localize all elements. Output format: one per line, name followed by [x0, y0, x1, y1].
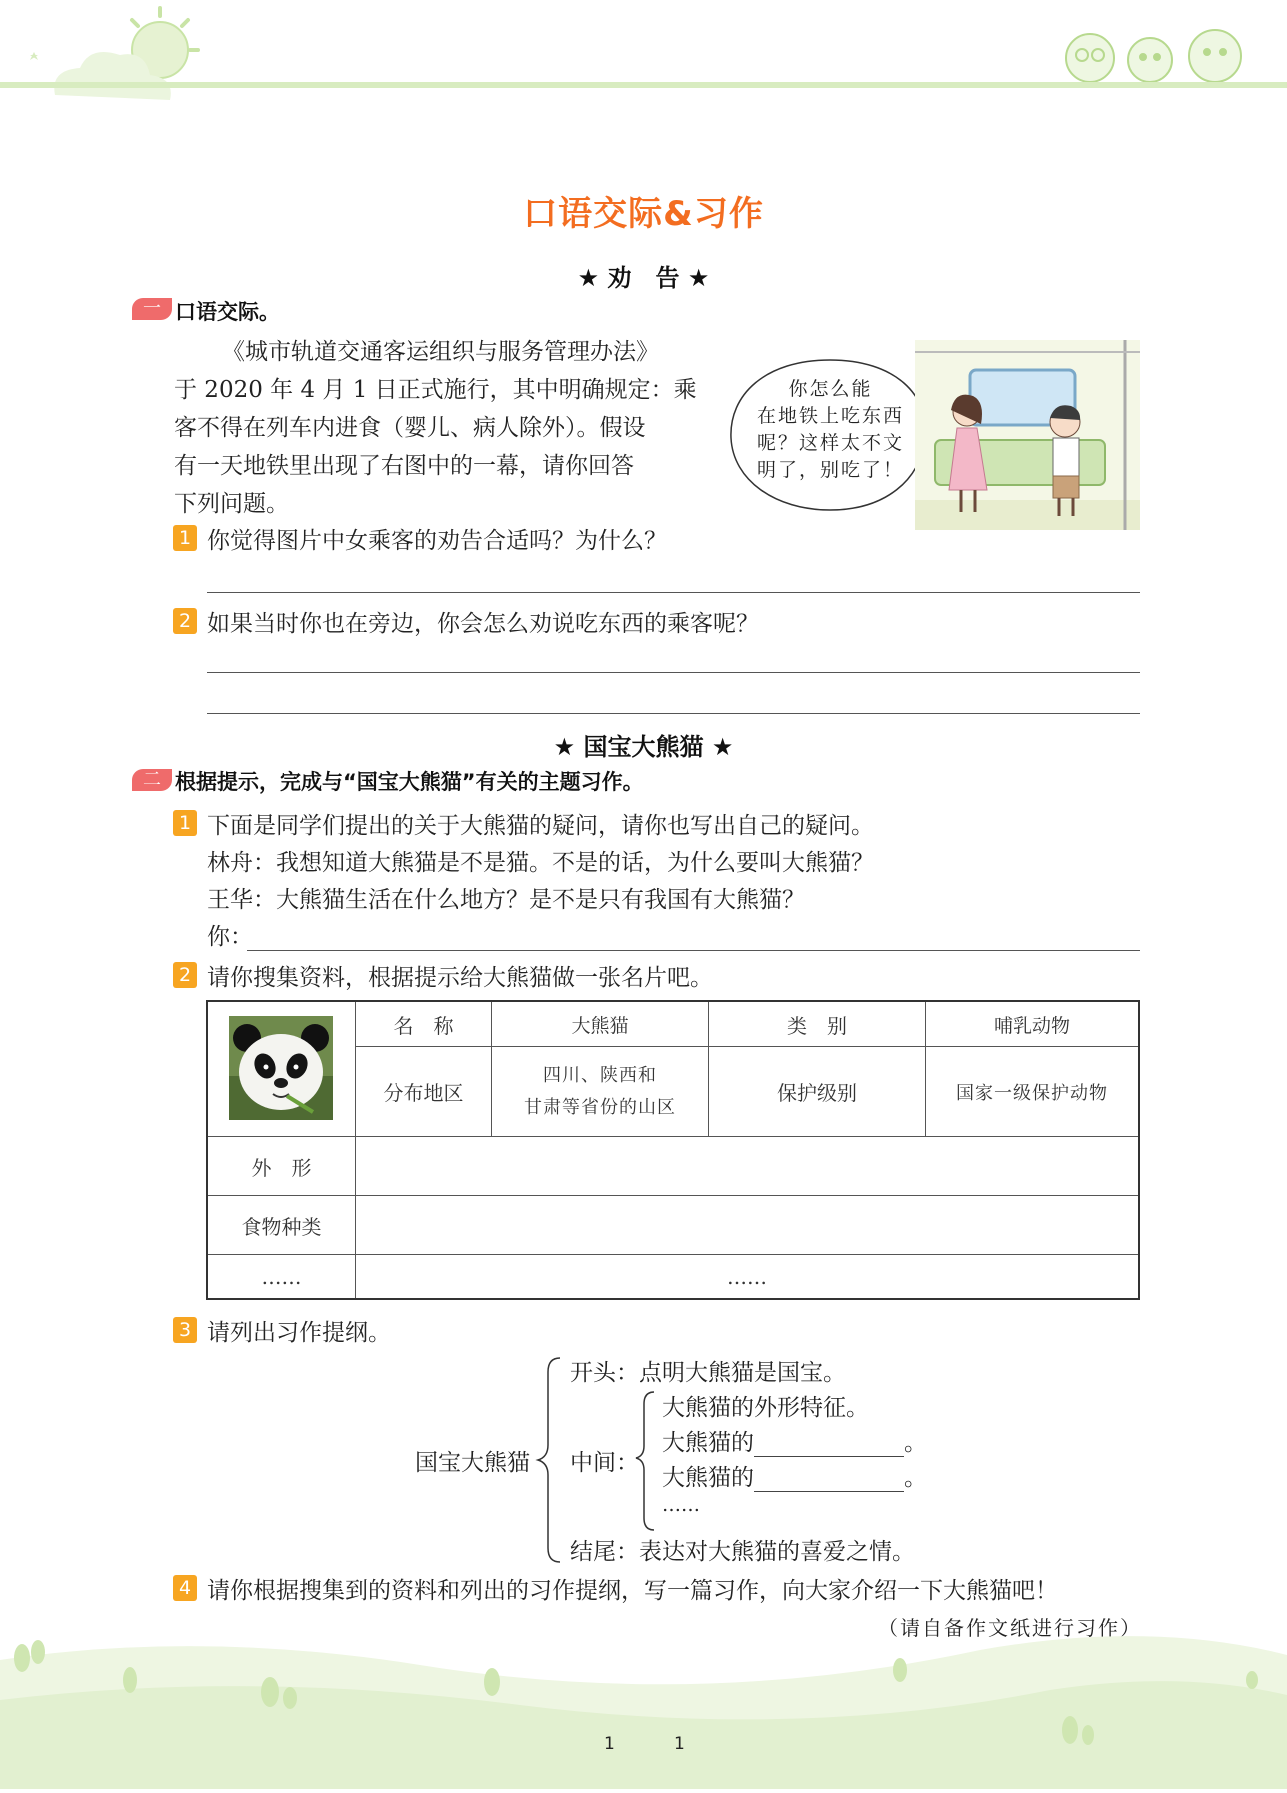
area-value — [492, 1047, 708, 1136]
answer-line[interactable] — [247, 950, 1140, 951]
section1-subtitle: ★ 劝 告 ★ — [577, 264, 710, 292]
essay-outline — [410, 1350, 970, 1570]
food-input-cell[interactable] — [356, 1196, 1138, 1254]
student-question: 王华：大熊猫生活在什么地方？是不是只有我国有大熊猫？ — [207, 887, 805, 913]
outline-root: 国宝大熊猫 — [415, 1450, 530, 1476]
subway-scene-image — [915, 340, 1140, 530]
outline-period: 。 — [904, 1430, 927, 1456]
answer-line[interactable] — [207, 592, 1140, 593]
class-label: 类 别 — [787, 1013, 847, 1038]
answer-line[interactable] — [207, 713, 1140, 714]
page-number-left: 1 — [604, 1734, 615, 1754]
outline-start: 开头：点明大熊猫是国宝。 — [570, 1360, 846, 1386]
page-title: 口语交际&习作 — [523, 194, 764, 234]
speech-bubble — [725, 350, 935, 520]
para-line: 《城市轨道交通客运组织与服务管理办法》 — [222, 339, 659, 365]
panda-photo — [229, 1016, 333, 1120]
question-text: 你觉得图片中女乘客的劝告合适吗？为什么？ — [207, 528, 667, 554]
outline-middle-item — [662, 1424, 927, 1457]
page-number-right: 1 — [674, 1734, 685, 1754]
question-number: 2 — [173, 962, 197, 988]
speech-line: 呢？这样太不文 — [756, 432, 904, 454]
question-text: 如果当时你也在旁边，你会怎么劝说吃东西的乘客呢？ — [207, 611, 759, 637]
footer-landscape — [0, 1620, 1287, 1789]
student-question: 林舟：我想知道大熊猫是不是猫。不是的话，为什么要叫大熊猫？ — [207, 850, 874, 876]
question-text: 下面是同学们提出的关于大熊猫的疑问，请你也写出自己的疑问。 — [207, 813, 874, 839]
question-number: 4 — [173, 1575, 197, 1601]
outline-end: 结尾：表达对大熊猫的喜爱之情。 — [570, 1539, 915, 1565]
food-label: 食物种类 — [241, 1214, 322, 1239]
name-value: 大熊猫 — [571, 1014, 629, 1037]
section1-heading: 口语交际。 — [175, 300, 280, 324]
para-line: 下列问题。 — [174, 491, 289, 517]
hills-image — [0, 1620, 1287, 1789]
outline-middle-item: …… — [662, 1494, 700, 1516]
area-value-line: 甘肃等省份的山区 — [524, 1096, 676, 1118]
question-number: 1 — [173, 525, 197, 551]
note-text: （请自备作文纸进行习作） — [878, 1616, 1142, 1640]
speech-text — [733, 376, 928, 484]
outline-item-text: 大熊猫的 — [662, 1465, 754, 1491]
question-text: 请你根据搜集到的资料和列出的习作提纲，写一篇习作，向大家介绍一下大熊猫吧！ — [207, 1578, 1058, 1604]
more-value[interactable]: …… — [727, 1264, 767, 1289]
fill-blank[interactable] — [754, 1469, 904, 1492]
para-line: 客不得在列车内进食（婴儿、病人除外）。假设 — [174, 415, 646, 441]
shape-label: 外 形 — [251, 1155, 312, 1180]
outline-middle-label: 中间： — [570, 1450, 639, 1476]
para-line: 有一天地铁里出现了右图中的一幕，请你回答 — [174, 453, 634, 479]
area-label: 分布地区 — [383, 1081, 464, 1105]
section2-heading: 根据提示，完成与“国宝大熊猫”有关的主题习作。 — [175, 770, 644, 794]
speech-line: 在地铁上吃东西 — [756, 405, 904, 427]
header-decoration — [0, 0, 1287, 120]
section2-badge: 二 — [132, 769, 172, 791]
speech-line: 明了，别吃了！ — [756, 459, 904, 481]
section2-subtitle: ★ 国宝大熊猫 ★ — [553, 733, 734, 761]
outline-item-text: 大熊猫的 — [662, 1430, 754, 1456]
outline-middle-item — [662, 1459, 927, 1492]
you-label: 你： — [207, 924, 253, 950]
outline-middle-item: 大熊猫的外形特征。 — [662, 1395, 869, 1421]
protect-label: 保护级别 — [777, 1081, 857, 1105]
answer-line[interactable] — [207, 672, 1140, 673]
question-text: 请你搜集资料，根据提示给大熊猫做一张名片吧。 — [207, 965, 713, 991]
section1-paragraph — [174, 333, 714, 523]
name-label: 名 称 — [393, 1013, 454, 1038]
more-label: …… — [261, 1264, 302, 1289]
area-value-line: 四川、陕西和 — [543, 1064, 657, 1086]
outline-period: 。 — [904, 1465, 927, 1491]
subway-illustration — [915, 340, 1140, 530]
para-line: 于 2020 年 4 月 1 日正式施行，其中明确规定：乘 — [174, 377, 697, 403]
section1-badge: 一 — [132, 298, 172, 320]
header-rule — [0, 82, 1287, 88]
shape-input-cell[interactable] — [356, 1137, 1138, 1195]
speech-line: 你怎么能 — [788, 378, 873, 400]
animal-faces-icon — [1066, 30, 1241, 82]
class-value: 哺乳动物 — [993, 1014, 1070, 1037]
panda-image — [229, 1016, 333, 1120]
fill-blank[interactable] — [754, 1434, 904, 1457]
question-text: 请列出习作提纲。 — [207, 1320, 391, 1346]
question-number: 1 — [173, 810, 197, 836]
protect-value: 国家一级保护动物 — [956, 1082, 1108, 1104]
question-number: 3 — [173, 1317, 197, 1343]
header-art — [0, 0, 1287, 120]
question-number: 2 — [173, 608, 197, 634]
panda-card-table — [206, 1000, 1140, 1300]
